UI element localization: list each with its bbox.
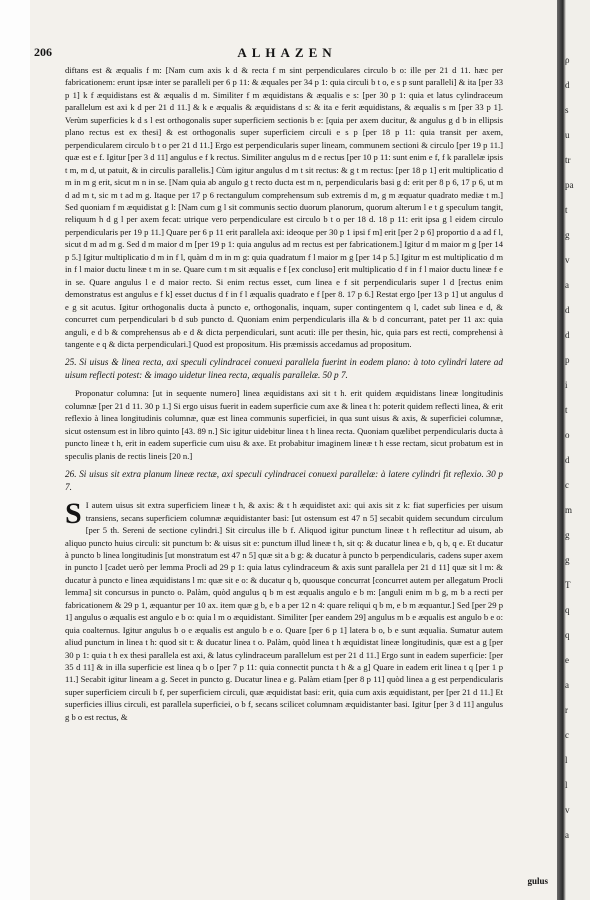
facing-page-fragment: l [565,780,568,790]
facing-page-fragment: tr [565,155,571,165]
section-26-heading: 26. Si uisus sit extra planum lineæ rectæ, axi speculi cylindracei conuexi parallelæ: à latere cylindri fit reflexio. 30 p 7. [65,469,503,493]
facing-page-fragment: a [565,830,569,840]
main-text-column [65,64,503,723]
left-scan-margin [0,0,30,900]
facing-page-fragment: d [565,305,570,315]
facing-page-fragment: m [565,505,573,515]
facing-page-fragment: T [565,580,571,590]
facing-page-fragment: s [565,105,569,115]
section-25-heading: 25. Si uisus & linea recta, axi speculi cylindracei conuexi parallela fuerint in eodem plano: à toto cylindri latere ad uisum reflecti potest: & imago uidetur linea recta, æqualis parallelæ. 50 p 7. [65,357,503,381]
facing-page-fragment: a [565,280,569,290]
facing-page-edge [557,0,590,900]
facing-page-fragment: d [565,455,570,465]
facing-page-fragment: l [565,755,568,765]
facing-page-fragment: p [565,355,570,365]
facing-page-fragment: g [565,555,570,565]
facing-page-fragment: g [565,230,570,240]
facing-page-fragment: e [565,655,569,665]
facing-page-fragment: c [565,730,569,740]
running-title: ALHAZEN [237,45,337,60]
facing-page-fragment: v [565,255,570,265]
facing-page-fragment: q [565,630,570,640]
facing-page-fragment: d [565,330,570,340]
facing-page-fragment: g [565,530,570,540]
facing-page-fragment: ρ [565,55,570,65]
facing-page-fragment: t [565,405,568,415]
facing-page-fragment: t [565,205,568,215]
facing-page-fragment: u [565,130,570,140]
facing-page-fragment: d [565,80,570,90]
section-25-body: Proponatur columna: [ut in sequente numero] linea æquidistans axi sit t h. erit quidem æquidistans lineæ longitudinis columnæ [per 21 d 11. 30 p 1.] Si ergo uisus fuerit in eadem superficie cum axe & linea t h: poterit quidem reflecti linea, & erit reflexio à linea longitudinis columnæ, quæ est linea communis superficiei, in qua sunt uisus & axis, & superficiei columnæ, sicut ostensum est in libro quinto [43. 89 n.] Sic igitur uidebitur linea t h linea recta. Quoniam quælibet perpendicularis ducta à puncto lineæ t h, erit in eadem superficie cum uisu & axe. Et probabitur imaginem lineæ t h esse rectam, sicut probatum est in speculis planis de rectis lineis [20 n.] [65,388,503,461]
facing-page-fragment: a [565,680,569,690]
paragraph-continuation: diftans est & æqualis f m: [Nam cum axis k d & recta f m sint perpendiculares circulo b o: ille per 21 d 11. hæc per fabricationem: erunt ipsæ inter se paralleli per 6 p 11: & æquales per 34 p 1: quia circuli b t o, e s p sunt paralleli] & ita [per 33 p 1] k f æquidistans est & æqualis d m. Similiter f m æquidistans & æqualis e s: [per 30 p 1: quia et latus cylindraceum parallelum est axi k d per 21 d 11.] & k e æqualis & æquidistans d s: & ita e ferit æquidistans, & æqualis s m [per 33 p 1]. Verùm superficies k d s l est orthogonalis super superficiem sectionis b e: [quia per axem ducitur, & angulus g d b in ellipsis plano rectus est ex thesi] & est orthogonalis super superficiem circuli e s p [per 18 p 11: quia transit per axem, perpendicularem circulo b t o per 21 d 11.] Ergo est perpendicularis super lineam, communem sectioni & circulo [per 19 p 11.] quæ est e f. Igitur [per 3 d 11] angulus e f k rectus. Similiter angulus m d e rectus [per 10 p 11: sunt enim e f, f k parallelæ ipsis t m, m d, ut patuit, & in circulis parallelis.] Cùm igitur angulus d m t sit rectus: & g t m rectus: [per 18 p 1] erit multiplicatio d m in m g erit, sicut m n in se. [Nam quia ab angulo g t recto ducta est m n, perpendicularis basi g d: erit per 8 p 6, 17 p 6, ut m d ad m t, sic m t ad m g. Itaque per 17 p 6 rectangulum comprehensum sub extremis d m, g m æquatur quadrato mediæ t m.] Sed quoniam f m æquidistat g l: [Nam cum g l sit communis sectio duorum planorum, quorum alterum l e t g speculum tangit, reliquum h d g l per axem fecat: utrique vero perpendiculare est circulo b t o per 18 d. 18 p 11: erit ipsa g l eidem circulo perpendicularis per 19 p 11.] Quare per 6 p 11 erit parallela axi: ideoque per 30 p 1 ipsi f m] erit [per 2 p 6] proportio d a ad f l, sicut d m ad m g. Sed d m maior d m [per 19 p 1: quia angulus ad m rectus est per fabricationem.] Igitur d m maior m g [per 14 p 5.] Igitur multiplicatio d m in f l, quàm d m in m g: quia quadratum f l maior m g [per 14 p 5.] Igitur m est multiplicatio d m in f l maior ductu lineæ t m in se. Quare cum t m sit æqualis e f [ex concluso] erit multiplicatio d f in f l maior ductu lineæ f e in se. Quare angulus l e d maior recto. Si enim rectus esset, cum linea e f sit perpendicularis super l d [rectus enim demonstratus est angulus e f k] esset ductus d f in f l æqualis quadrato e f [per 8. 17 p 6.] Restat ergo [per 13 p 1] ut angulus d e g sit acutus. Igitur orthogonalis ducta à puncto e, orthogonalis, inquam, super contingentem q l, cadet sub linea e d, & concurret cum perpendiculari b d sub puncto d. Quoniam enim perpendicularis illa & b d concurrant, patet per 11 ax: quia anguli, e d b & comprehensus ab e d & dicta perpendiculari, sunt acuti: ille per thesin, hic, quia pars est recti, comprehensi à tangente e q & dicta perpendiculari.] Quod est propositum. His præmissis accedamus ad propositum. [65,65,503,349]
section-26-body: I autem uisus sit extra superficiem lineæ t h, & axis: & t h æquidistet axi: qui axis sit z k: fiat superficies per uisum transiens, secans superficiem columnæ æquidistanter basi: [ut ostensum est 47 n 5] secabit quidem secundum circulum [per 5 th. Sereni de sectione cylindri.] Sit circulus ille b f. Aliquod igitur punctum lineæ t h reflectitur ad uisum, ab aliquo puncto huius circuli: sit punctum b: & uisus sit e: punctum illud lineæ t h, sit q: & ducatur linea e b, q b, q e. Et ducatur à puncto b linea longitudinis [ut monstratum est 47 n 5] quæ sit a b g: & ducatur à puncto b perpendicularis, cadens super axem in puncto l [cadet uerò per lemma Procli ad 29 p 1: quia latus cylindraceum & axis sunt parallela per 21 d 11] quæ sit l m: & ducatur à puncto e linea æquidistans l m: quæ sit e o: & ducatur q b, quousque concurrat [concurret autem per allegatum Procli lemma] sit concursus in puncto o. Palàm, quòd angulus q b m est æqualis angulo e b m: [anguli enim m b g, m b a recti per fabricationem & 29 p 1, æquantur per 10 ax. item quæ g b, e b a per 12 n 4: quare reliqui q b m, e b m æquantur.] Sed [per 29 p 1] angulus o æqualis est angulo e b o: quia l m o æquidistant. Similiter [per eandem 29] angulus m b e æqualis est angulo b e o: quia coalternus. Igitur angulus b o e æqualis est angulo b e o. Quare [per 6 p 1] latera b o, b e sunt æqualia. Sumatur autem aliud punctum in linea t h: quod sit t: & ducatur linea t o. Palàm, quòd linea t h æquidistat lineæ longitudinis, quæ est a g [per 30 p 1: quia t h ex thesi parallela est axi, & latus cylindraceum parallelum est per 21 d 11.] Ergo sunt in eadem superficie: [per 35 d 11] & in illa superficie est linea q b o [per 7 p 11: quia connectit puncta t h & a g] Quare in eadem erit linea t q [per 1 p 11.] Secabit igitur lineam a g. Secet in puncto g. Ducatur linea e g. Palàm etiam [per 8 p 11] quòd linea a g est perpendicularis super superficiem circuli b f, per superficiem circuli, quæ æquidistat basi: erit, quia cum axis æquidistant, per [per 21 d 11.] Et superficies illius circuli, est parallela superficiei, o b f, secans scilicet columnam æquidistanter basi. Igitur [per 3 d 11] angulus g b o est rectus, & [65,500,503,722]
facing-page-fragment: q [565,605,570,615]
facing-page-fragment: i [565,380,568,390]
drop-cap-letter: S [65,497,82,531]
page-number: 206 [34,45,52,59]
facing-page-fragment: c [565,480,569,490]
facing-page-fragment: v [565,805,570,815]
section-26-body-block [65,499,503,723]
page-header [34,45,540,63]
catchword: gulus [527,876,548,886]
facing-page-fragment: pa [565,180,574,190]
facing-page-fragment: r [565,705,568,715]
facing-page-fragment: o [565,430,570,440]
